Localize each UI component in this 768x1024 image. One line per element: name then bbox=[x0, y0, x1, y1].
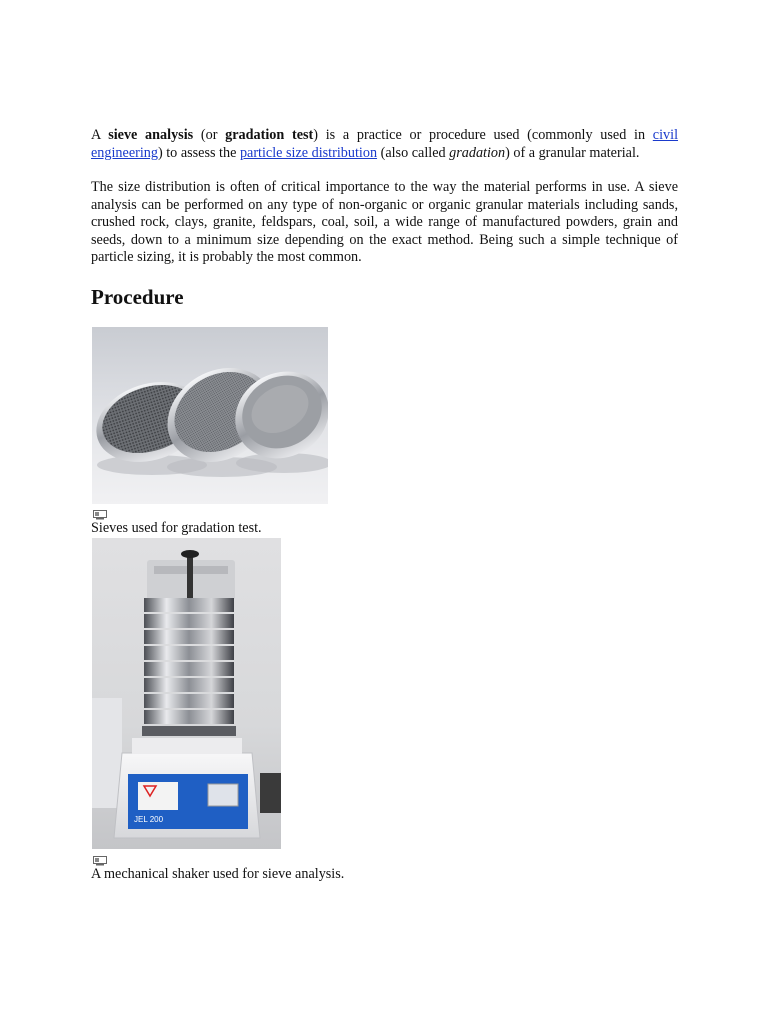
size-distribution-paragraph: The size distribution is often of critical importance to the way the material performs in use. A sieve analysis can be performed on any type of non-organic or organic granular materials including sands, crushed rock, clays, granite, feldspars, coal, soil, a wide range of manufactured powders, grain and seeds, down to a minimum size depending on the exact method. Being such a simple technique of particle sizing, it is probably the most common. bbox=[91, 179, 678, 265]
bold-term: gradation test bbox=[225, 127, 314, 143]
bold-term: sieve analysis bbox=[108, 127, 194, 143]
shaker-caption: A mechanical shaker used for sieve analysis. bbox=[91, 866, 345, 882]
text-run: ) is a practice or procedure used (commonly used in bbox=[313, 127, 653, 143]
text-run: (also called bbox=[377, 144, 450, 161]
particle-size-distribution-link[interactable]: particle size distribution bbox=[239, 144, 378, 161]
text-run: A bbox=[91, 127, 109, 143]
sieves-photo bbox=[92, 327, 328, 504]
mechanical-shaker-photo bbox=[92, 538, 281, 849]
enlarge-icon[interactable] bbox=[93, 510, 107, 520]
device-model-label: JEL 200 bbox=[134, 815, 164, 824]
sieves-illustration bbox=[92, 327, 328, 504]
enlarge-icon[interactable] bbox=[93, 856, 107, 866]
sieves-caption: Sieves used for gradation test. bbox=[91, 520, 262, 536]
intro-paragraph bbox=[91, 127, 678, 162]
text-run: ) of a granular material. bbox=[505, 144, 640, 161]
shaker-illustration bbox=[92, 538, 281, 849]
text-run: (or bbox=[193, 127, 226, 143]
italic-term: gradation bbox=[449, 144, 506, 161]
text-run: ) to assess the bbox=[157, 144, 240, 161]
procedure-heading: Procedure bbox=[91, 285, 184, 309]
civil-engineering-link[interactable]: civil engineering bbox=[91, 127, 679, 161]
sieve-stack bbox=[142, 598, 236, 736]
